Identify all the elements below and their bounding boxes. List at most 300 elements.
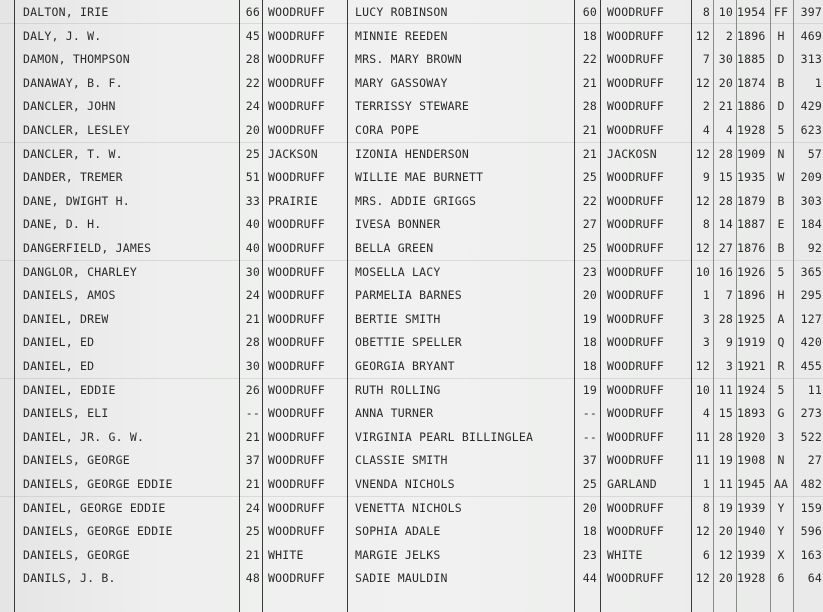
book: B [777, 75, 785, 90]
day: 3 [725, 359, 733, 373]
record-row [0, 213, 823, 237]
day: 16 [718, 264, 733, 279]
bride-name: CLASSIE SMITH [355, 453, 448, 468]
month: 6 [702, 547, 710, 562]
groom-county: PRAIRIE [268, 193, 318, 208]
year: 1928 [737, 571, 766, 586]
groom-name: DAMON, THOMPSON [23, 52, 130, 67]
groom-county: WOODRUFF [268, 335, 325, 350]
month: 12 [695, 28, 710, 43]
page-number: 522 [800, 429, 822, 444]
bride-name: VNENDA NICHOLS [355, 477, 455, 491]
bride-name: TERRISSY STEWARE [355, 99, 469, 114]
bride-name: WILLIE MAE BURNETT [355, 170, 484, 185]
year: 1887 [737, 217, 766, 232]
groom-county: WOODRUFF [268, 382, 325, 397]
groom-age: 21 [245, 477, 260, 491]
year: 1879 [737, 193, 766, 208]
groom-age: -- [245, 406, 260, 421]
day: 28 [718, 429, 733, 444]
page-number: 313 [800, 52, 822, 67]
page-number: 159 [800, 500, 822, 515]
year: 1896 [737, 288, 766, 303]
groom-age: 21 [245, 429, 260, 444]
day: 28 [718, 146, 733, 161]
bride-name: SADIE MAULDIN [355, 571, 448, 586]
day: 15 [718, 406, 733, 421]
bride-age: 25 [582, 477, 597, 491]
bride-name: MOSELLA LACY [355, 264, 441, 279]
book: 5 [777, 123, 785, 137]
bride-name: MRS. MARY BROWN [355, 52, 462, 67]
bride-county: WOODRUFF [607, 28, 664, 43]
month: 12 [695, 359, 710, 373]
bride-county: WOODRUFF [607, 311, 664, 326]
groom-name: DANIELS, GEORGE EDDIE [23, 524, 173, 539]
bride-county: WOODRUFF [607, 170, 664, 185]
record-row [0, 48, 823, 72]
bride-county: WOODRUFF [607, 264, 664, 279]
book: H [777, 28, 785, 43]
year: 1920 [737, 429, 766, 444]
groom-county: JACKSON [268, 146, 318, 161]
bride-county: GARLAND [607, 477, 657, 491]
book: 6 [777, 571, 785, 586]
groom-age: 24 [245, 288, 260, 303]
bride-age: -- [582, 406, 597, 421]
bride-county: WOODRUFF [607, 359, 664, 373]
bride-county: WOODRUFF [607, 429, 664, 444]
bride-county: WOODRUFF [607, 52, 664, 67]
groom-county: WOODRUFF [268, 429, 325, 444]
page-number: 92 [807, 241, 822, 255]
day: 30 [718, 52, 733, 67]
groom-age: 37 [245, 453, 260, 468]
page-number: 163 [800, 547, 822, 562]
bride-county: WOODRUFF [607, 500, 664, 515]
bride-county: WOODRUFF [607, 288, 664, 303]
book: 5 [777, 382, 785, 397]
book: A [777, 311, 785, 326]
bride-name: BERTIE SMITH [355, 311, 441, 326]
month: 11 [695, 429, 710, 444]
groom-name: DANIEL, GEORGE EDDIE [23, 500, 166, 515]
book: E [777, 217, 785, 232]
groom-age: 25 [245, 146, 260, 161]
bride-age: 44 [582, 571, 597, 586]
groom-county: WOODRUFF [268, 524, 325, 539]
month: 8 [702, 500, 710, 515]
book: G [777, 406, 785, 421]
record-row [0, 72, 823, 96]
year: 1909 [737, 146, 766, 161]
bride-name: MRS. ADDIE GRIGGS [355, 193, 477, 208]
groom-name: DANIEL, EDDIE [23, 382, 116, 397]
record-row [0, 119, 823, 143]
day: 11 [718, 382, 733, 397]
month: 8 [702, 5, 710, 19]
bride-name: BELLA GREEN [355, 241, 434, 255]
day: 12 [718, 547, 733, 562]
bride-age: 25 [582, 170, 597, 185]
record-row [0, 284, 823, 308]
groom-age: 33 [245, 193, 260, 208]
record-row [0, 449, 823, 473]
year: 1928 [737, 123, 766, 137]
groom-name: DANIELS, GEORGE EDDIE [23, 477, 173, 491]
page-number: 596 [800, 524, 822, 539]
page-number: 11 [807, 382, 822, 397]
groom-name: DANIELS, ELI [23, 406, 109, 421]
bride-age: 19 [582, 382, 597, 397]
month: 8 [702, 217, 710, 232]
book: AA [773, 477, 789, 491]
groom-name: DANILS, J. B. [23, 571, 116, 586]
groom-county: WOODRUFF [268, 52, 325, 67]
year: 1935 [737, 170, 766, 185]
bride-age: 20 [582, 500, 597, 515]
month: 10 [695, 264, 710, 279]
day: 19 [718, 500, 733, 515]
groom-county: WOODRUFF [268, 5, 325, 19]
book: R [777, 359, 785, 373]
book: Q [777, 335, 785, 350]
groom-name: DALTON, IRIE [23, 5, 109, 19]
bride-name: GEORGIA BRYANT [355, 359, 455, 373]
groom-name: DANIELS, GEORGE [23, 547, 130, 562]
bride-county: JACKOSN [607, 146, 657, 161]
month: 4 [702, 406, 710, 421]
month: 1 [702, 288, 710, 303]
bride-county: WOODRUFF [607, 241, 664, 255]
groom-age: 28 [245, 52, 260, 67]
record-row [0, 402, 823, 426]
bride-name: MINNIE REEDEN [355, 28, 448, 43]
bride-name: RUTH ROLLING [355, 382, 441, 397]
bride-age: 23 [582, 264, 597, 279]
day: 20 [718, 571, 733, 586]
day: 28 [718, 193, 733, 208]
day: 4 [725, 123, 733, 137]
bride-age: 28 [582, 99, 597, 114]
groom-name: DANAWAY, B. F. [23, 75, 123, 90]
record-row [0, 261, 823, 285]
day: 2 [725, 28, 733, 43]
record-row [0, 567, 823, 591]
groom-age: 20 [245, 123, 260, 137]
groom-county: WOODRUFF [268, 288, 325, 303]
groom-county: WOODRUFF [268, 406, 325, 421]
bride-county: WOODRUFF [607, 5, 664, 19]
page-number: 397 [800, 5, 822, 19]
groom-age: 25 [245, 524, 260, 539]
year: 1945 [737, 477, 766, 491]
page-number: 455 [800, 359, 822, 373]
month: 4 [702, 123, 710, 137]
year: 1876 [737, 241, 766, 255]
bride-county: WOODRUFF [607, 193, 664, 208]
bride-name: OBETTIE SPELLER [355, 335, 462, 350]
groom-age: 21 [245, 311, 260, 326]
bride-name: MARY GASSOWAY [355, 75, 448, 90]
month: 12 [695, 241, 710, 255]
bride-county: WOODRUFF [607, 335, 664, 350]
groom-name: DANE, DWIGHT H. [23, 193, 130, 208]
page-number: 209 [800, 170, 822, 185]
bride-county: WOODRUFF [607, 75, 664, 90]
record-row [0, 355, 823, 379]
month: 1 [702, 477, 710, 491]
bride-county: WOODRUFF [607, 571, 664, 586]
bride-county: WOODRUFF [607, 453, 664, 468]
groom-age: 26 [245, 382, 260, 397]
bride-name: LUCY ROBINSON [355, 5, 448, 19]
record-row [0, 95, 823, 119]
groom-age: 30 [245, 264, 260, 279]
book: Y [777, 500, 785, 515]
bride-name: VENETTA NICHOLS [355, 500, 462, 515]
groom-county: WOODRUFF [268, 123, 325, 137]
book: N [777, 453, 785, 468]
groom-name: DANCLER, JOHN [23, 99, 116, 114]
groom-county: WOODRUFF [268, 453, 325, 468]
bride-age: 20 [582, 288, 597, 303]
groom-county: WOODRUFF [268, 170, 325, 185]
groom-name: DANCLER, LESLEY [23, 123, 130, 137]
bride-age: 27 [582, 217, 597, 232]
record-row [0, 520, 823, 544]
groom-age: 22 [245, 75, 260, 90]
record-row [0, 237, 823, 261]
groom-county: WOODRUFF [268, 28, 325, 43]
bride-name: VIRGINIA PEARL BILLINGLEA [355, 429, 534, 444]
bride-county: WHITE [607, 547, 643, 562]
record-row [0, 1, 823, 25]
record-row [0, 308, 823, 332]
month: 12 [695, 193, 710, 208]
groom-county: WOODRUFF [268, 75, 325, 90]
bride-county: WOODRUFF [607, 99, 664, 114]
page-number: 27 [807, 453, 822, 468]
page-number: 64 [807, 571, 822, 586]
day: 28 [718, 311, 733, 326]
groom-county: WOODRUFF [268, 99, 325, 114]
bride-age: 21 [582, 146, 597, 161]
groom-name: DANCLER, T. W. [23, 146, 123, 161]
page-number: 1 [814, 75, 822, 90]
year: 1939 [737, 500, 766, 515]
month: 3 [702, 311, 710, 326]
groom-county: WOODRUFF [268, 217, 325, 232]
page-number: 57 [807, 146, 822, 161]
groom-age: 21 [245, 547, 260, 562]
groom-age: 24 [245, 500, 260, 515]
groom-name: DANE, D. H. [23, 217, 102, 232]
year: 1954 [737, 5, 766, 19]
bride-age: 18 [582, 335, 597, 350]
year: 1908 [737, 453, 766, 468]
bride-age: 18 [582, 28, 597, 43]
page-number: 303 [800, 193, 822, 208]
record-row [0, 379, 823, 403]
groom-name: DALY, J. W. [23, 28, 102, 43]
day: 10 [718, 5, 733, 19]
month: 12 [695, 524, 710, 539]
bride-name: ANNA TURNER [355, 406, 434, 421]
bride-name: PARMELIA BARNES [355, 288, 462, 303]
groom-county: WHITE [268, 547, 304, 562]
groom-name: DANIELS, AMOS [23, 288, 116, 303]
day: 11 [718, 477, 733, 491]
page-number: 295 [800, 288, 822, 303]
day: 14 [718, 217, 733, 232]
month: 9 [702, 170, 710, 185]
groom-county: WOODRUFF [268, 264, 325, 279]
groom-age: 40 [245, 241, 260, 255]
record-row [0, 166, 823, 190]
bride-county: WOODRUFF [607, 406, 664, 421]
groom-name: DANGERFIELD, JAMES [23, 241, 152, 255]
groom-age: 24 [245, 99, 260, 114]
record-row [0, 190, 823, 214]
groom-name: DANIEL, ED [23, 335, 95, 350]
groom-county: WOODRUFF [268, 359, 325, 373]
day: 15 [718, 170, 733, 185]
bride-age: 37 [582, 453, 597, 468]
groom-county: WOODRUFF [268, 500, 325, 515]
book: 5 [777, 264, 785, 279]
bride-name: IVESA BONNER [355, 217, 441, 232]
year: 1926 [737, 264, 766, 279]
month: 12 [695, 75, 710, 90]
groom-age: 45 [245, 28, 260, 43]
year: 1893 [737, 406, 766, 421]
bride-age: 22 [582, 193, 597, 208]
record-row [0, 473, 823, 497]
year: 1939 [737, 547, 766, 562]
bride-age: -- [582, 429, 597, 444]
page-number: 420 [800, 335, 822, 350]
groom-age: 48 [245, 571, 260, 586]
year: 1940 [737, 524, 766, 539]
page-number: 365 [800, 264, 822, 279]
page-number: 273 [800, 406, 822, 421]
year: 1885 [737, 52, 766, 67]
groom-county: WOODRUFF [268, 311, 325, 326]
book: Y [777, 524, 785, 539]
book: B [777, 193, 785, 208]
groom-age: 51 [245, 170, 260, 185]
groom-age: 28 [245, 335, 260, 350]
groom-county: WOODRUFF [268, 241, 325, 255]
page-number: 184 [800, 217, 822, 232]
record-row [0, 143, 823, 167]
day: 7 [725, 288, 733, 303]
bride-name: SOPHIA ADALE [355, 524, 441, 539]
groom-name: DANIEL, DREW [23, 311, 109, 326]
page-number: 469 [800, 28, 822, 43]
month: 7 [702, 52, 710, 67]
page-number: 623 [800, 123, 822, 137]
bride-county: WOODRUFF [607, 524, 664, 539]
book: N [777, 146, 785, 161]
year: 1896 [737, 28, 766, 43]
record-row [0, 426, 823, 450]
groom-age: 66 [245, 5, 260, 19]
month: 2 [702, 99, 710, 114]
bride-age: 60 [582, 5, 597, 19]
year: 1919 [737, 335, 766, 350]
bride-age: 23 [582, 547, 597, 562]
bride-age: 18 [582, 524, 597, 539]
month: 10 [695, 382, 710, 397]
day: 20 [718, 75, 733, 90]
year: 1925 [737, 311, 766, 326]
page-number: 429 [800, 99, 822, 114]
record-row [0, 331, 823, 355]
bride-age: 19 [582, 311, 597, 326]
record-row [0, 497, 823, 521]
page-number: 482 [800, 477, 822, 491]
bride-age: 21 [582, 123, 597, 137]
day: 9 [725, 335, 733, 350]
page-number: 127 [800, 311, 822, 326]
groom-county: WOODRUFF [268, 571, 325, 586]
groom-name: DANDER, TREMER [23, 170, 123, 185]
bride-name: CORA POPE [355, 123, 420, 137]
groom-county: WOODRUFF [268, 477, 325, 491]
month: 3 [702, 335, 710, 350]
bride-age: 21 [582, 75, 597, 90]
bride-age: 22 [582, 52, 597, 67]
bride-name: IZONIA HENDERSON [355, 146, 469, 161]
groom-age: 40 [245, 217, 260, 232]
book: B [777, 241, 785, 255]
year: 1874 [737, 75, 766, 90]
groom-name: DANIEL, JR. G. W. [23, 429, 145, 444]
month: 12 [695, 571, 710, 586]
book: W [777, 170, 785, 185]
bride-county: WOODRUFF [607, 217, 664, 232]
bride-county: WOODRUFF [607, 382, 664, 397]
groom-age: 30 [245, 359, 260, 373]
month: 12 [695, 146, 710, 161]
book: D [777, 99, 785, 114]
day: 20 [718, 524, 733, 539]
day: 27 [718, 241, 733, 255]
bride-county: WOODRUFF [607, 123, 664, 137]
groom-name: DANIEL, ED [23, 359, 95, 373]
groom-name: DANGLOR, CHARLEY [23, 264, 137, 279]
book: X [777, 547, 785, 562]
year: 1921 [737, 359, 766, 373]
year: 1886 [737, 99, 766, 114]
book: D [777, 52, 785, 67]
record-row [0, 25, 823, 49]
book: FF [773, 5, 789, 19]
bride-age: 25 [582, 241, 597, 255]
year: 1924 [737, 382, 766, 397]
record-row [0, 544, 823, 568]
book: H [777, 288, 785, 303]
bride-name: MARGIE JELKS [355, 547, 441, 562]
month: 11 [695, 453, 710, 468]
day: 19 [718, 453, 733, 468]
bride-age: 18 [582, 359, 597, 373]
book: 3 [777, 429, 785, 444]
day: 21 [718, 99, 733, 114]
groom-name: DANIELS, GEORGE [23, 453, 130, 468]
